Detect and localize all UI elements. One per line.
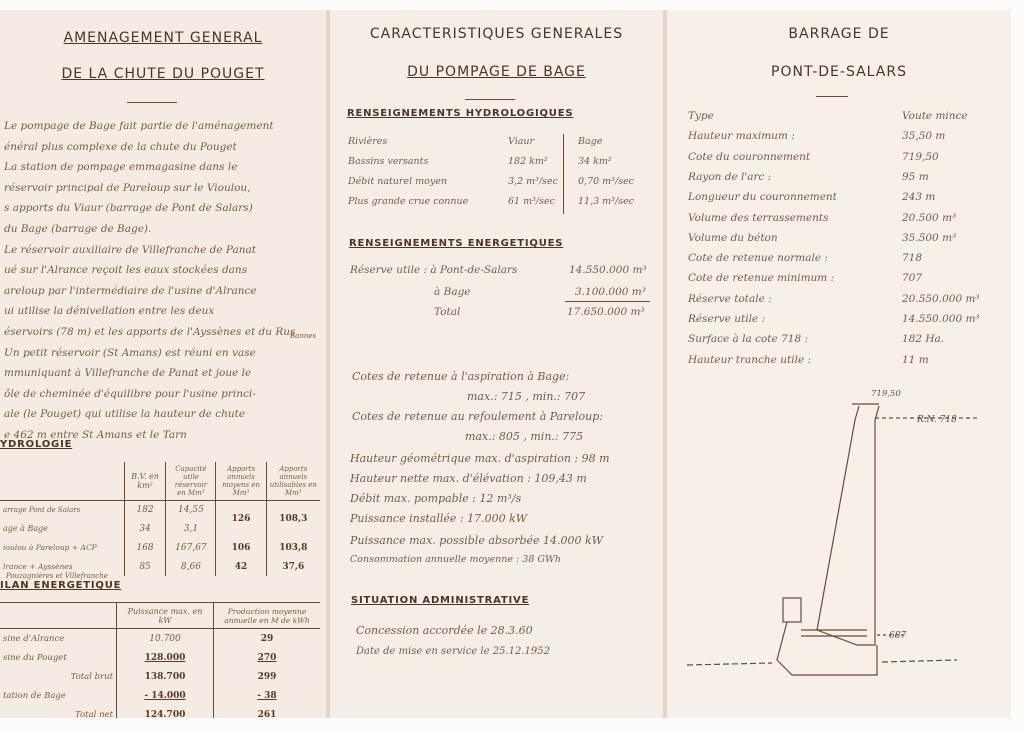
characteristic-line: Débit max. pompable : 12 m³/s <box>350 492 522 505</box>
intro-line: La station de pompage emmagasine dans le <box>4 161 238 174</box>
hydro-row-label: Rivières <box>348 136 388 147</box>
intro-line: Le réservoir auxiliaire de Villefranche de Panat <box>4 243 257 256</box>
intro-line: ué sur l'Alrance reçoit les eaux stockées dans <box>4 264 248 277</box>
spec-value: 20.500 m³ <box>902 211 957 224</box>
hydro-bage-value: 34 km² <box>578 156 612 167</box>
characteristic-line: Cotes de retenue à l'aspiration à Bage: <box>352 370 570 383</box>
hydro-viaur-value: 182 km² <box>508 156 548 167</box>
row-label: age à Bage <box>3 524 48 533</box>
panel2-title-line1: CARACTERISTIQUES GENERALES <box>369 26 624 42</box>
spec-label: Type <box>688 110 714 122</box>
row-label: Total brut <box>70 672 113 682</box>
reserve-total-label: Total <box>434 306 461 318</box>
cell-power: 10.700 <box>117 629 214 649</box>
spec-value: 95 m <box>902 170 929 183</box>
spec-value: 35,50 m <box>902 130 946 143</box>
characteristic-line: Puissance max. possible absorbée 14.000 kW <box>350 534 603 547</box>
hydro-row-label: Plus grande crue connue <box>348 196 469 207</box>
hydro-viaur-value: 3,2 m³/sec <box>508 176 558 187</box>
spec-label: Réserve totale : <box>688 292 772 305</box>
table-row <box>0 629 320 649</box>
spec-value: 718 <box>902 252 923 265</box>
intro-line: énéral plus complexe de la chute du Pouget <box>4 140 237 153</box>
cell-utilisables: 37,6 <box>266 557 320 576</box>
intro-line: éservoirs (78 m) et les apports de l'Ayssènes et du Rus <box>4 326 296 338</box>
characteristic-line: Puissance installée : 17.000 kW <box>350 512 528 525</box>
cell-bv: 34 <box>124 519 166 538</box>
title-divider <box>465 99 515 100</box>
cell-production: 270 <box>214 649 321 668</box>
spec-value: 11 m <box>902 353 929 366</box>
reserve-label: Réserve utile : à Pont-de-Salars <box>350 264 518 276</box>
intro-line: ui utilise la dénivellation entre les deux <box>4 305 215 318</box>
cell-power: 124.700 <box>117 706 214 719</box>
title-divider <box>816 96 848 97</box>
intro-line: ôle de cheminée d'équilibre pour l'usine princi- <box>4 387 256 400</box>
cell-power: 128.000 <box>117 649 214 668</box>
characteristic-line: Consommation annuelle moyenne : 38 GWh <box>350 554 561 565</box>
spec-value: 182 Ha. <box>902 333 945 346</box>
hydro-bage-value: 11,3 m³/sec <box>578 196 635 207</box>
hydro-viaur-value: 61 m³/sec <box>508 196 555 207</box>
characteristic-line: Hauteur nette max. d'élévation : 109,43 m <box>350 472 587 485</box>
spec-value: 20.550.000 m³ <box>902 292 980 305</box>
spec-label: Cote de retenue minimum : <box>688 272 835 285</box>
characteristic-line: Hauteur géométrique max. d'aspiration : 98 m <box>350 452 610 465</box>
cell-group-utilisables: 108,3 <box>266 500 320 538</box>
hydrology-heading: YDROLOGIE <box>0 439 73 450</box>
row-label: arrage Pont de Salars <box>3 505 81 514</box>
panel3-title-line1: BARRAGE DE <box>788 26 890 42</box>
spec-label: Surface à la cote 718 : <box>688 333 808 346</box>
table-row <box>0 500 320 519</box>
cell-apports: 42 <box>216 557 266 576</box>
energy-info-heading: RENSEIGNEMENTS ENERGETIQUES <box>349 238 564 249</box>
intro-line: du Bage (barrage de Bage). <box>4 223 152 235</box>
row-label: lrance + Ayssènes <box>3 562 73 571</box>
hydro-header: Apports annuels moyens en Mm³ <box>216 462 266 500</box>
spec-label: Volume du béton <box>688 231 778 244</box>
service-date-line: Date de mise en service le 25.12.1952 <box>356 646 550 657</box>
table-row <box>0 687 320 706</box>
spec-value: 14.550.000 m³ <box>902 313 980 325</box>
hydro-row-label: Débit naturel moyen <box>348 176 447 187</box>
cell-utilisables: 103,8 <box>266 538 320 557</box>
hydrology-table <box>0 462 320 576</box>
middle-panel <box>330 10 663 718</box>
cell-cap: 8,66 <box>166 557 216 576</box>
cell-power: - 14.000 <box>117 687 214 706</box>
cell-production: 29 <box>214 629 321 649</box>
intro-line: Un petit réservoir (St Amans) est réuni en vase <box>4 346 256 359</box>
left-panel <box>0 10 326 718</box>
intro-line: areloup par l'intermédiaire de l'usine d'Alrance <box>4 284 257 297</box>
cell-production: 261 <box>214 706 321 719</box>
panel3-title-line2: PONT-DE-SALARS <box>771 64 907 80</box>
sum-rule <box>565 301 650 302</box>
row-label: sine du Pouget <box>3 653 67 663</box>
water-level-label: R.N. 718 <box>917 415 957 425</box>
spec-label: Rayon de l'arc : <box>688 170 772 183</box>
spec-value: 707 <box>902 272 923 285</box>
energy-header: Puissance max. en kW <box>117 603 214 629</box>
table-row <box>0 706 320 719</box>
table-row <box>0 649 320 668</box>
base-level-label: 687 <box>889 631 907 641</box>
spec-value: Voute mince <box>902 110 968 122</box>
characteristic-line: Cotes de retenue au refoulement à Pareloup: <box>352 410 603 423</box>
hydro-bage-value: Bage <box>578 136 603 147</box>
hydro-viaur-value: Viaur <box>508 136 535 147</box>
spec-label: Volume des terrassements <box>688 211 829 224</box>
concession-line: Concession accordée le 28.3.60 <box>356 624 533 637</box>
cell-bv: 168 <box>124 538 166 557</box>
spec-label: Longueur du couronnement <box>688 191 837 204</box>
spec-value: 243 m <box>902 191 936 204</box>
hydro-row-label: Bassins versants <box>348 156 429 167</box>
hydro-bage-value: 0,70 m³/sec <box>578 176 635 187</box>
intro-line: ale (le Pouget) qui utilise la hauteur de chute <box>4 408 246 421</box>
energy-header: Production moyenne annuelle en M de kWh <box>214 603 321 629</box>
hydro-info-heading: RENSEIGNEMENTS HYDROLOGIQUES <box>347 108 574 119</box>
intro-line: s apports du Viaur (barrage de Pont de Salars) <box>4 202 253 215</box>
reserve-total-value: 17.650.000 m³ <box>567 306 645 318</box>
characteristic-line: max.: 805 , min.: 775 <box>465 430 584 443</box>
table-row <box>0 668 320 687</box>
intro-note: Bannes <box>290 332 317 340</box>
cell-cap: 167,67 <box>166 538 216 557</box>
dam-section-diagram <box>667 370 1011 710</box>
cell-production: 299 <box>214 668 321 687</box>
cell-group-apports: 126 <box>216 500 266 538</box>
energy-heading: ILAN ENERGETIQUE <box>0 580 122 591</box>
hydro-header: Capacité utile réservoir en Mm³ <box>166 462 216 500</box>
spec-label: Cote de retenue normale : <box>688 252 828 265</box>
row-label: tation de Bage <box>3 691 66 701</box>
spec-label: Réserve utile : <box>688 313 766 325</box>
spec-label: Cote du couronnement <box>688 150 811 163</box>
cell-power: 138.700 <box>117 668 214 687</box>
row-label: Total net <box>75 710 113 718</box>
energy-table <box>0 602 320 718</box>
panel2-title-line2: DU POMPAGE DE BAGE <box>407 64 586 80</box>
reserve-pont-value: 14.550.000 m³ <box>569 264 647 276</box>
intro-line: mmuniquant à Villefranche de Panat et joue le <box>4 367 252 380</box>
cell-bv: 85 <box>124 557 166 576</box>
hydro-footnote: Pouzagnières et Villefranche <box>6 572 108 580</box>
panel1-title-line2: DE LA CHUTE DU POUGET <box>61 66 265 82</box>
spec-value: 35.500 m³ <box>902 231 957 244</box>
spec-value: 719,50 <box>902 150 939 163</box>
right-panel <box>667 10 1011 718</box>
spec-label: Hauteur tranche utile : <box>688 353 811 366</box>
crest-label: 719,50 <box>871 389 901 399</box>
cell-bv: 182 <box>124 500 166 519</box>
title-divider <box>127 102 177 103</box>
row-label: ioulou à Pareloup + ACP <box>3 543 97 552</box>
cell-cap: 3,1 <box>166 519 216 538</box>
hydro-header: B.V. en km² <box>124 462 166 500</box>
intro-line: Le pompage de Bage fait partie de l'aménagement <box>4 120 274 132</box>
reserve-bage-label: à Bage <box>434 286 471 298</box>
intro-line: réservoir principal de Pareloup sur le Vioulou, <box>4 181 251 194</box>
cell-cap: 14,55 <box>166 500 216 519</box>
cell-apports: 106 <box>216 538 266 557</box>
spec-label: Hauteur maximum : <box>688 130 795 143</box>
cell-production: - 38 <box>214 687 321 706</box>
admin-heading: SITUATION ADMINISTRATIVE <box>351 595 530 606</box>
characteristic-line: max.: 715 , min.: 707 <box>467 390 586 403</box>
reserve-bage-value: 3.100.000 m³ <box>575 286 646 298</box>
column-divider <box>563 134 564 214</box>
row-label: sine d'Alrance <box>3 633 65 644</box>
intro-line: e 462 m entre St Amans et le Tarn <box>4 429 187 441</box>
table-row <box>0 538 320 557</box>
hydro-header: Apports annuels utilisables en Mm³ <box>266 462 320 500</box>
panel1-title-line1: AMENAGEMENT GENERAL <box>63 30 263 46</box>
